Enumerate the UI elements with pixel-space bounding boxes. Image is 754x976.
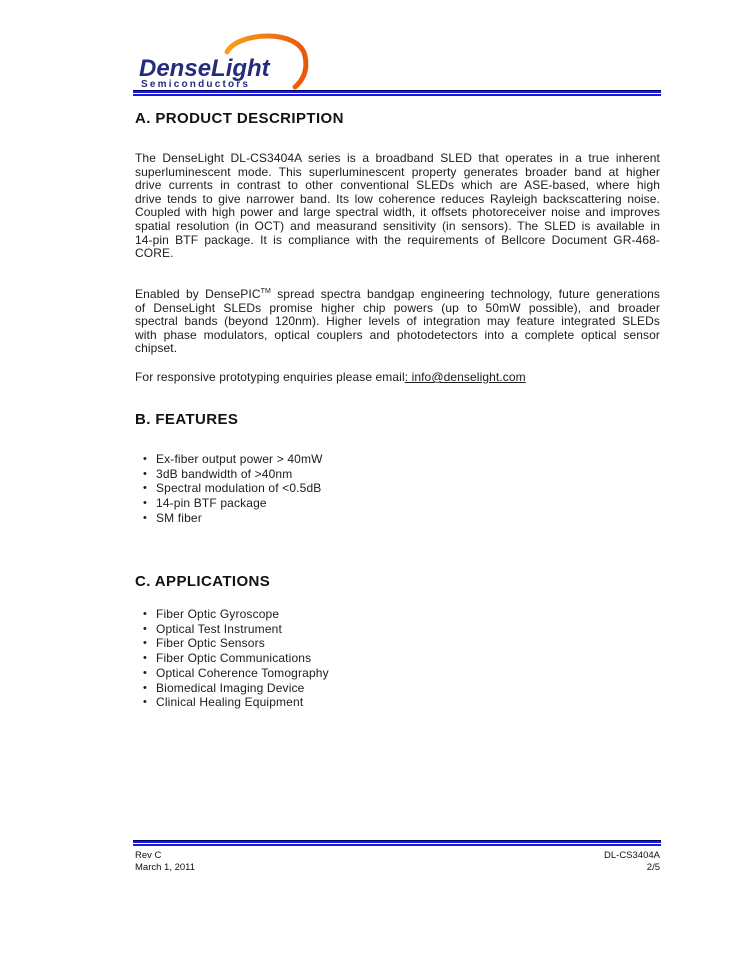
- list-item: [135, 636, 660, 651]
- trademark-superscript: TM: [260, 288, 271, 295]
- application-label: Optical Test Instrument: [156, 621, 282, 636]
- list-item: [135, 607, 660, 622]
- list-item: [135, 496, 660, 511]
- bullet-icon: •: [143, 608, 148, 620]
- footer-left: [135, 850, 395, 873]
- applications-list: [135, 607, 660, 710]
- section-a-heading: A. PRODUCT DESCRIPTION: [135, 110, 344, 127]
- header-divider: [133, 90, 661, 96]
- bullet-icon: •: [143, 622, 148, 635]
- para2-text-post: spread spectra bandgap engineering technology, future generations of DenseLight SLEDs promise higher chip powers (up to 50mW possible), and broader spectral bands (beyond 120nm). Higher levels of integration may feature integrated SLEDs with phase modulators, optical couplers and photodetectors into a complete optical sensor chipset.: [135, 287, 660, 356]
- footer-date: March 1, 2011: [135, 861, 196, 873]
- bullet-icon: •: [143, 637, 148, 650]
- bullet-icon: •: [143, 482, 148, 495]
- footer-doc-id: DL-CS3404A: [604, 850, 660, 861]
- bullet-icon: •: [143, 681, 148, 694]
- footer-page-number: 2/5: [646, 861, 660, 873]
- list-item: [135, 681, 660, 696]
- bullet-icon: •: [143, 453, 148, 465]
- email-link[interactable]: : info@denselight.com: [404, 370, 526, 384]
- email-line-text: For responsive prototyping enquiries please email: [135, 370, 405, 384]
- product-description-paragraph-2: [135, 288, 660, 356]
- section-b-heading: B. FEATURES: [135, 411, 239, 428]
- bullet-icon: •: [143, 497, 148, 510]
- application-label: Fiber Optic Sensors: [156, 636, 265, 651]
- application-label: Clinical Healing Equipment: [156, 695, 304, 710]
- bullet-icon: •: [143, 652, 148, 665]
- bullet-icon: •: [143, 696, 148, 709]
- para2-text-pre: Enabled by DensePIC: [135, 287, 261, 301]
- prototyping-email-line: [135, 371, 660, 385]
- section-c-heading: C. APPLICATIONS: [135, 573, 271, 590]
- application-label: Fiber Optic Gyroscope: [156, 607, 280, 621]
- list-item: [135, 651, 660, 666]
- list-item: [135, 666, 660, 681]
- application-label: Biomedical Imaging Device: [156, 680, 305, 695]
- footer-revision: Rev C: [135, 850, 162, 861]
- feature-label: Spectral modulation of <0.5dB: [156, 481, 322, 496]
- list-item: [135, 467, 660, 482]
- list-item: [135, 695, 660, 710]
- list-item: [135, 452, 660, 467]
- footer-right: [400, 850, 660, 873]
- feature-label: 14-pin BTF package: [156, 496, 267, 511]
- bullet-icon: •: [143, 511, 148, 524]
- list-item: [135, 481, 660, 496]
- list-item: [135, 622, 660, 637]
- feature-label: SM fiber: [156, 510, 202, 525]
- application-label: Optical Coherence Tomography: [156, 665, 329, 680]
- application-label: Fiber Optic Communications: [156, 651, 312, 666]
- bullet-icon: •: [143, 467, 148, 480]
- features-list: [135, 452, 660, 526]
- brand-wordmark: DenseLight: [139, 55, 270, 82]
- feature-label: Ex-fiber output power > 40mW: [156, 452, 323, 466]
- list-item: [135, 511, 660, 526]
- brand-tagline: Semiconductors: [141, 79, 251, 90]
- bullet-icon: •: [143, 666, 148, 679]
- feature-label: 3dB bandwidth of >40nm: [156, 466, 293, 481]
- product-description-paragraph-1: The DenseLight DL-CS3404A series is a broadband SLED that operates in a true inherent superluminescent mode. This superluminescent property generates broader band at higher drive currents in contrast to other conventional SLEDs which are ASE-based, where high drive tends to give narrower band. Its low coherence reduces Rayleigh backscattering noise. Coupled with high power and large spectral width, it offsets photoreceiver noise and improves spatial resolution (in OCT) and measurand sensitivity (in sensors). The SLED is available in 14-pin BTF package. It is compliance with the requirements of Bellcore Document GR-468-CORE.: [135, 151, 660, 261]
- footer-divider: [133, 840, 661, 846]
